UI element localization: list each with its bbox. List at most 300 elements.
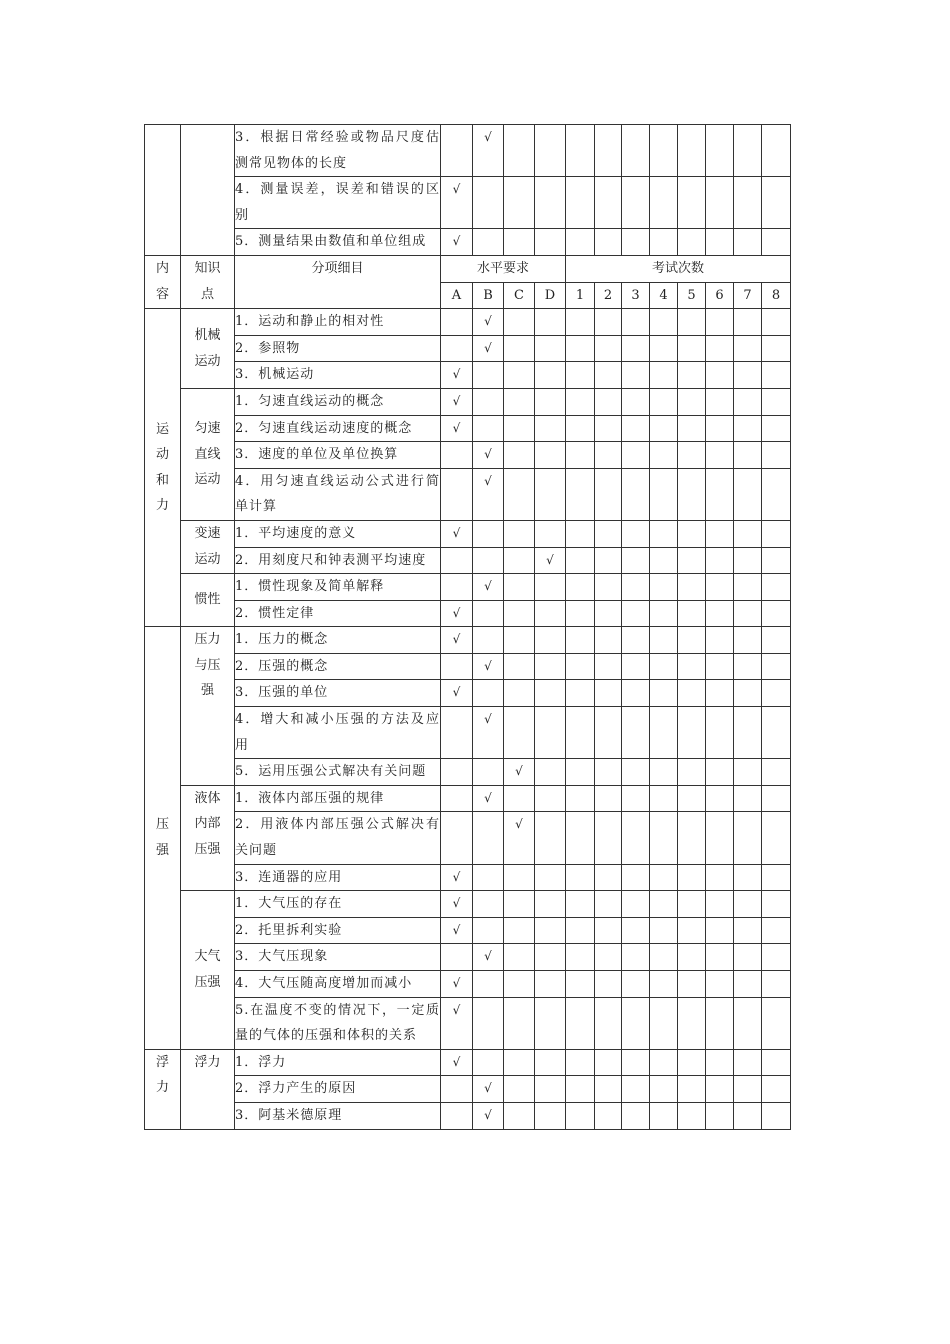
exam-count-cell <box>595 600 622 627</box>
exam-count-cell <box>595 759 622 786</box>
level-d-cell <box>535 335 566 362</box>
exam-count-cell <box>678 177 706 229</box>
level-c-cell <box>504 125 535 177</box>
level-d-cell <box>535 707 566 759</box>
detail-cell: 4．增大和减小压强的方法及应用 <box>235 707 441 759</box>
exam-count-cell <box>762 812 791 864</box>
exam-count-cell <box>762 891 791 918</box>
table-row <box>145 362 791 389</box>
level-d-cell <box>535 997 566 1049</box>
exam-count-cell <box>622 177 650 229</box>
exam-count-cell <box>706 362 734 389</box>
level-b-cell <box>473 864 504 891</box>
exam-count-cell <box>650 1076 678 1103</box>
level-c-cell <box>504 229 535 256</box>
exam-count-cell <box>678 864 706 891</box>
exam-count-cell <box>595 415 622 442</box>
detail-cell: 3．阿基米德原理 <box>235 1102 441 1129</box>
level-a-cell <box>441 1049 473 1076</box>
exam-count-cell <box>706 229 734 256</box>
exam-count-cell <box>706 997 734 1049</box>
level-a-cell <box>441 520 473 547</box>
exam-count-cell <box>678 600 706 627</box>
detail-cell: 1．大气压的存在 <box>235 891 441 918</box>
exam-count-cell <box>622 759 650 786</box>
exam-count-cell <box>762 442 791 469</box>
exam-count-cell <box>706 309 734 336</box>
exam-count-cell <box>566 944 595 971</box>
level-c-cell <box>504 627 535 654</box>
level-c-cell <box>504 1076 535 1103</box>
exam-count-cell <box>734 442 762 469</box>
exam-count-cell <box>762 520 791 547</box>
level-a-cell <box>441 759 473 786</box>
table-row <box>145 600 791 627</box>
exam-count-cell <box>734 680 762 707</box>
exam-count-cell <box>622 309 650 336</box>
detail-cell: 2．压强的概念 <box>235 653 441 680</box>
exam-count-cell <box>595 680 622 707</box>
check-mark: √ <box>484 314 492 329</box>
level-d-cell <box>535 944 566 971</box>
detail-cell: 3．大气压现象 <box>235 944 441 971</box>
detail-cell: 1．运动和静止的相对性 <box>235 309 441 336</box>
exam-count-cell <box>734 125 762 177</box>
exam-count-cell <box>650 653 678 680</box>
exam-count-cell <box>595 1076 622 1103</box>
exam-count-cell <box>706 388 734 415</box>
exam-count-cell <box>566 653 595 680</box>
exam-count-cell <box>734 891 762 918</box>
level-a-cell <box>441 600 473 627</box>
exam-count-cell <box>706 627 734 654</box>
exam-count-cell <box>734 997 762 1049</box>
exam-count-cell <box>650 362 678 389</box>
exam-count-cell <box>706 574 734 601</box>
level-b-cell <box>473 177 504 229</box>
exam-count-cell <box>566 1102 595 1129</box>
level-d-cell <box>535 229 566 256</box>
level-b-cell <box>473 627 504 654</box>
table-row <box>145 442 791 469</box>
exam-count-cell <box>762 1076 791 1103</box>
exam-count-cell <box>706 1049 734 1076</box>
exam-count-cell <box>622 125 650 177</box>
exam-count-cell <box>595 520 622 547</box>
exam-count-cell <box>734 917 762 944</box>
exam-count-cell <box>762 971 791 998</box>
level-d-cell <box>535 971 566 998</box>
level-d-cell <box>535 125 566 177</box>
table-row <box>145 785 791 812</box>
knowledge-label: 惯性 <box>181 574 235 627</box>
exam-count-cell <box>622 520 650 547</box>
exam-count-cell <box>734 812 762 864</box>
exam-count-cell <box>650 547 678 574</box>
level-b-cell <box>473 547 504 574</box>
table-row <box>145 864 791 891</box>
exam-count-cell <box>762 864 791 891</box>
exam-count-cell <box>678 680 706 707</box>
level-c-cell <box>504 812 535 864</box>
exam-count-cell <box>762 547 791 574</box>
table-row <box>145 415 791 442</box>
exam-count-cell <box>706 415 734 442</box>
check-mark: √ <box>484 579 492 594</box>
level-d-cell <box>535 574 566 601</box>
exam-count-cell <box>595 707 622 759</box>
exam-count-cell <box>734 627 762 654</box>
detail-cell: 1．压力的概念 <box>235 627 441 654</box>
exam-count-cell <box>595 468 622 520</box>
level-a-cell <box>441 1102 473 1129</box>
exam-count-cell <box>595 177 622 229</box>
exam-count-cell <box>566 627 595 654</box>
exam-count-cell <box>650 600 678 627</box>
detail-cell: 2．惯性定律 <box>235 600 441 627</box>
content-cell <box>145 125 181 256</box>
exam-count-cell <box>595 785 622 812</box>
exam-count-cell <box>622 891 650 918</box>
level-b-cell <box>473 944 504 971</box>
level-c-cell <box>504 917 535 944</box>
detail-cell: 3．机械运动 <box>235 362 441 389</box>
exam-count-cell <box>650 812 678 864</box>
check-mark: √ <box>452 922 461 937</box>
exam-count-cell <box>622 1076 650 1103</box>
header-exam-number: 5 <box>678 282 706 309</box>
level-b-cell <box>473 653 504 680</box>
detail-cell: 2．用液体内部压强公式解决有关问题 <box>235 812 441 864</box>
level-a-cell <box>441 468 473 520</box>
exam-count-cell <box>650 335 678 362</box>
table-row <box>145 309 791 336</box>
level-c-cell <box>504 388 535 415</box>
table-row <box>145 917 791 944</box>
exam-count-cell <box>566 229 595 256</box>
check-mark: √ <box>484 340 492 355</box>
exam-count-cell <box>706 785 734 812</box>
check-mark: √ <box>484 130 492 144</box>
exam-count-cell <box>734 785 762 812</box>
exam-count-cell <box>734 600 762 627</box>
exam-count-cell <box>650 309 678 336</box>
level-a-cell <box>441 971 473 998</box>
check-mark: √ <box>484 447 492 462</box>
exam-count-cell <box>650 1102 678 1129</box>
exam-count-cell <box>566 1049 595 1076</box>
exam-count-cell <box>595 1102 622 1129</box>
exam-count-cell <box>595 944 622 971</box>
exam-count-cell <box>762 917 791 944</box>
level-c-cell <box>504 944 535 971</box>
level-c-cell <box>504 680 535 707</box>
level-a-cell <box>441 997 473 1049</box>
exam-count-cell <box>650 125 678 177</box>
exam-count-cell <box>566 468 595 520</box>
detail-cell: 5．测量结果由数值和单位组成 <box>235 229 441 256</box>
exam-count-cell <box>595 547 622 574</box>
level-d-cell <box>535 917 566 944</box>
exam-count-cell <box>678 309 706 336</box>
exam-count-cell <box>734 574 762 601</box>
exam-count-cell <box>566 574 595 601</box>
level-a-cell <box>441 864 473 891</box>
exam-count-cell <box>762 177 791 229</box>
knowledge-label: 压力与压强 <box>181 627 235 786</box>
exam-count-cell <box>566 680 595 707</box>
level-c-cell <box>504 362 535 389</box>
exam-count-cell <box>762 997 791 1049</box>
level-d-cell <box>535 388 566 415</box>
check-mark: √ <box>484 1081 492 1096</box>
exam-count-cell <box>734 520 762 547</box>
header-level-label: C <box>504 282 535 309</box>
exam-count-cell <box>706 1102 734 1129</box>
exam-count-cell <box>566 891 595 918</box>
exam-count-cell <box>762 415 791 442</box>
detail-cell: 1．匀速直线运动的概念 <box>235 388 441 415</box>
exam-count-cell <box>650 680 678 707</box>
exam-count-cell <box>734 864 762 891</box>
table-row <box>145 707 791 759</box>
exam-count-cell <box>734 707 762 759</box>
level-b-cell <box>473 468 504 520</box>
exam-count-cell <box>595 812 622 864</box>
knowledge-label: 变速运动 <box>181 520 235 573</box>
level-c-cell <box>504 971 535 998</box>
level-c-cell <box>504 547 535 574</box>
level-d-cell <box>535 812 566 864</box>
exam-count-cell <box>595 442 622 469</box>
table-row <box>145 388 791 415</box>
exam-count-cell <box>678 229 706 256</box>
exam-count-cell <box>622 944 650 971</box>
exam-count-cell <box>595 627 622 654</box>
check-mark: √ <box>484 658 492 673</box>
detail-cell: 3．速度的单位及单位换算 <box>235 442 441 469</box>
level-c-cell <box>504 442 535 469</box>
header-exam-number: 6 <box>706 282 734 309</box>
detail-cell: 4．大气压随高度增加而减小 <box>235 971 441 998</box>
level-d-cell <box>535 442 566 469</box>
detail-cell: 3．连通器的应用 <box>235 864 441 891</box>
exam-count-cell <box>595 335 622 362</box>
exam-count-cell <box>762 759 791 786</box>
exam-count-cell <box>762 125 791 177</box>
exam-count-cell <box>566 309 595 336</box>
exam-count-cell <box>622 1049 650 1076</box>
exam-count-cell <box>706 707 734 759</box>
exam-count-cell <box>678 335 706 362</box>
check-mark: √ <box>452 393 461 408</box>
exam-count-cell <box>566 442 595 469</box>
exam-count-cell <box>734 468 762 520</box>
header-row <box>145 255 791 282</box>
exam-count-cell <box>734 177 762 229</box>
exam-count-cell <box>762 362 791 389</box>
exam-count-cell <box>650 917 678 944</box>
level-b-cell <box>473 1076 504 1103</box>
detail-cell: 3．压强的单位 <box>235 680 441 707</box>
exam-count-cell <box>678 468 706 520</box>
exam-count-cell <box>650 574 678 601</box>
check-mark: √ <box>484 712 492 727</box>
exam-count-cell <box>762 468 791 520</box>
exam-count-cell <box>595 653 622 680</box>
exam-count-cell <box>595 362 622 389</box>
exam-count-cell <box>734 1049 762 1076</box>
level-a-cell <box>441 442 473 469</box>
exam-count-cell <box>566 864 595 891</box>
level-b-cell <box>473 707 504 759</box>
detail-cell: 1．液体内部压强的规律 <box>235 785 441 812</box>
exam-count-cell <box>650 997 678 1049</box>
check-mark: √ <box>452 605 461 620</box>
level-d-cell <box>535 1049 566 1076</box>
exam-count-cell <box>595 891 622 918</box>
exam-count-cell <box>622 653 650 680</box>
table-row <box>145 1076 791 1103</box>
level-c-cell <box>504 600 535 627</box>
exam-count-cell <box>734 1102 762 1129</box>
exam-count-cell <box>678 520 706 547</box>
check-mark: √ <box>452 896 461 911</box>
exam-count-cell <box>622 335 650 362</box>
exam-count-cell <box>650 388 678 415</box>
exam-count-cell <box>566 547 595 574</box>
exam-count-cell <box>650 442 678 469</box>
header-exam-number: 2 <box>595 282 622 309</box>
level-c-cell <box>504 309 535 336</box>
table-row <box>145 468 791 520</box>
exam-count-cell <box>678 653 706 680</box>
level-a-cell <box>441 944 473 971</box>
check-mark: √ <box>484 949 492 964</box>
exam-count-cell <box>762 785 791 812</box>
exam-count-cell <box>678 812 706 864</box>
exam-count-cell <box>595 997 622 1049</box>
exam-count-cell <box>650 177 678 229</box>
exam-count-cell <box>734 362 762 389</box>
level-b-cell <box>473 415 504 442</box>
level-b-cell <box>473 680 504 707</box>
exam-count-cell <box>734 415 762 442</box>
exam-count-cell <box>566 125 595 177</box>
header-level-label: B <box>473 282 504 309</box>
level-b-cell <box>473 759 504 786</box>
level-c-cell <box>504 759 535 786</box>
exam-count-cell <box>734 309 762 336</box>
exam-count-cell <box>678 917 706 944</box>
level-b-cell <box>473 335 504 362</box>
detail-cell: 1．惯性现象及简单解释 <box>235 574 441 601</box>
level-d-cell <box>535 680 566 707</box>
level-b-cell <box>473 229 504 256</box>
exam-count-cell <box>678 1049 706 1076</box>
header-level-label: A <box>441 282 473 309</box>
exam-count-cell <box>678 362 706 389</box>
exam-count-cell <box>762 1102 791 1129</box>
check-mark: √ <box>452 525 461 540</box>
level-d-cell <box>535 600 566 627</box>
exam-count-cell <box>734 944 762 971</box>
exam-count-cell <box>566 812 595 864</box>
exam-count-cell <box>678 997 706 1049</box>
level-a-cell <box>441 125 473 177</box>
check-mark: √ <box>452 632 461 647</box>
level-c-cell <box>504 574 535 601</box>
level-d-cell <box>535 864 566 891</box>
header-exam: 考试次数 <box>566 255 791 282</box>
exam-count-cell <box>762 574 791 601</box>
table-row <box>145 653 791 680</box>
exam-count-cell <box>706 335 734 362</box>
knowledge-label: 大气压强 <box>181 891 235 1050</box>
exam-count-cell <box>622 468 650 520</box>
exam-count-cell <box>595 229 622 256</box>
detail-cell: 2．浮力产生的原因 <box>235 1076 441 1103</box>
exam-count-cell <box>678 1076 706 1103</box>
exam-count-cell <box>762 707 791 759</box>
exam-count-cell <box>650 707 678 759</box>
check-mark: √ <box>546 552 554 567</box>
table-row <box>145 971 791 998</box>
table-row <box>145 574 791 601</box>
exam-count-cell <box>650 627 678 654</box>
exam-count-cell <box>762 1049 791 1076</box>
level-d-cell <box>535 653 566 680</box>
table-row <box>145 547 791 574</box>
level-c-cell <box>504 177 535 229</box>
exam-count-cell <box>678 125 706 177</box>
exam-count-cell <box>762 627 791 654</box>
exam-count-cell <box>762 653 791 680</box>
exam-count-cell <box>734 335 762 362</box>
exam-count-cell <box>678 442 706 469</box>
exam-count-cell <box>622 574 650 601</box>
exam-count-cell <box>595 125 622 177</box>
exam-count-cell <box>762 335 791 362</box>
knowledge-label: 液体内部压强 <box>181 785 235 890</box>
level-d-cell <box>535 415 566 442</box>
exam-count-cell <box>622 997 650 1049</box>
exam-count-cell <box>566 335 595 362</box>
header-content: 内容 <box>145 255 181 308</box>
level-d-cell <box>535 627 566 654</box>
table-row <box>145 229 791 256</box>
level-c-cell <box>504 415 535 442</box>
exam-count-cell <box>734 1076 762 1103</box>
level-a-cell <box>441 891 473 918</box>
exam-count-cell <box>706 653 734 680</box>
level-a-cell <box>441 362 473 389</box>
level-c-cell <box>504 520 535 547</box>
exam-count-cell <box>706 520 734 547</box>
detail-cell: 3．根据日常经验或物品尺度估测常见物体的长度 <box>235 125 441 177</box>
exam-count-cell <box>595 574 622 601</box>
exam-count-cell <box>678 388 706 415</box>
level-d-cell <box>535 468 566 520</box>
exam-count-cell <box>622 971 650 998</box>
header-knowledge: 知识点 <box>181 255 235 308</box>
exam-count-cell <box>706 468 734 520</box>
level-d-cell <box>535 891 566 918</box>
exam-count-cell <box>762 229 791 256</box>
exam-count-cell <box>622 627 650 654</box>
exam-count-cell <box>566 1076 595 1103</box>
exam-count-cell <box>622 680 650 707</box>
